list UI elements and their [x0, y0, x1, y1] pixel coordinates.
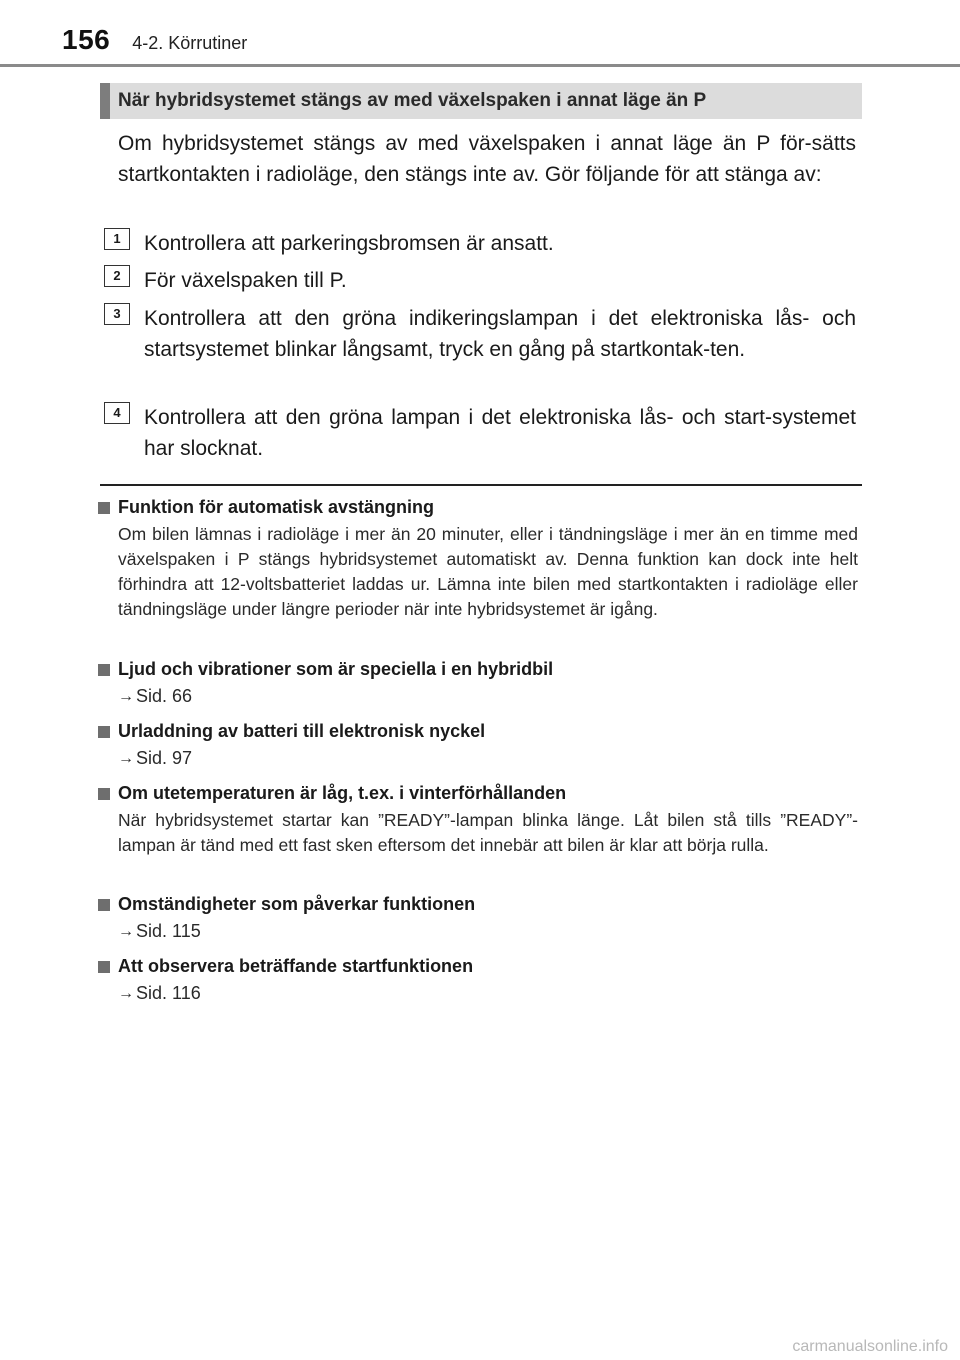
page-header [62, 24, 247, 56]
step-text-2: För växelspaken till P. [144, 269, 347, 292]
page-reference[interactable] [118, 686, 858, 707]
watermark: carmanualsonline.info [792, 1338, 948, 1355]
page-reference[interactable] [118, 748, 858, 769]
header-rule [0, 64, 960, 67]
note-heading [98, 497, 858, 518]
page-reference[interactable] [118, 983, 858, 1004]
step-number-4: 4 [104, 402, 130, 424]
note-title: Urladdning av batteri till elektronisk nyckel [118, 721, 486, 741]
square-bullet-icon [98, 961, 110, 973]
square-bullet-icon [98, 664, 110, 676]
note-circumstances [98, 894, 858, 942]
section-title: När hybridsystemet stängs av med växelspaken i annat läge än P [118, 90, 707, 111]
arrow-right-icon: → [118, 749, 134, 767]
step-text-4: Kontrollera att den gröna lampan i det elektroniska lås- och start-systemet har slocknat. [144, 406, 856, 460]
note-heading [98, 721, 858, 742]
step-4 [104, 402, 856, 464]
note-title: Ljud och vibrationer som är speciella i en hybridbil [118, 659, 554, 679]
page-reference-text: Sid. 116 [136, 983, 201, 1003]
note-title: Att observera beträffande startfunktionen [118, 956, 474, 976]
step-3 [104, 303, 856, 365]
square-bullet-icon [98, 502, 110, 514]
step-number-1: 1 [104, 228, 130, 250]
note-body: När hybridsystemet startar kan ”READY”-lampan blinka länge. Låt bilen stå tills ”READY”-lampan är tänd med ett fast sken eftersom det innebär att bilen är klar att börja rulla. [118, 810, 858, 855]
page-reference-text: Sid. 97 [136, 748, 193, 768]
chapter-title: 4-2. Körrutiner [132, 33, 248, 53]
note-heading [98, 894, 858, 915]
square-bullet-icon [98, 726, 110, 738]
step-text-1: Kontrollera att parkeringsbromsen är ansatt. [144, 232, 554, 255]
note-low-temperature [98, 783, 858, 858]
note-heading [98, 783, 858, 804]
section-heading-bar [100, 83, 862, 119]
note-auto-shutoff [98, 497, 858, 622]
note-title: Om utetemperaturen är låg, t.ex. i vinterförhållanden [118, 783, 567, 803]
arrow-right-icon: → [118, 687, 134, 705]
step-number-3: 3 [104, 303, 130, 325]
page-reference-text: Sid. 115 [136, 921, 201, 941]
note-heading [98, 659, 858, 680]
note-sound-vibration [98, 659, 858, 707]
arrow-right-icon: → [118, 922, 134, 940]
arrow-right-icon: → [118, 984, 134, 1002]
note-title: Funktion för automatisk avstängning [118, 497, 435, 517]
step-2 [104, 265, 856, 296]
step-text-3: Kontrollera att den gröna indikeringslampan i det elektroniska lås- och startsystemet blinkar långsamt, tryck en gång på startkontak-ten. [144, 307, 856, 361]
note-title: Omständigheter som påverkar funktionen [118, 894, 476, 914]
note-start-function [98, 956, 858, 1004]
page-number: 156 [62, 24, 111, 55]
section-intro: Om hybridsystemet stängs av med växelspaken i annat läge än P för-sätts startkontakten i radioläge, den stängs inte av. Gör följande för att stänga av: [118, 132, 856, 186]
note-heading [98, 956, 858, 977]
page-reference-text: Sid. 66 [136, 686, 193, 706]
step-number-2: 2 [104, 265, 130, 287]
note-key-battery [98, 721, 858, 769]
square-bullet-icon [98, 899, 110, 911]
section-divider [100, 484, 862, 486]
note-body: Om bilen lämnas i radioläge i mer än 20 minuter, eller i tändningsläge i mer än en timme med växelspaken i P stängs hybridsystemet automatiskt av. Denna funktion kan dock inte helt förhindra att 12-voltsbatteriet laddas ur. Lämna inte bilen med startkontakten i radioläge eller tändningsläge under längre perioder när inte hybridsystemet är igång. [118, 524, 858, 619]
square-bullet-icon [98, 788, 110, 800]
page-reference[interactable] [118, 921, 858, 942]
step-1 [104, 228, 856, 259]
